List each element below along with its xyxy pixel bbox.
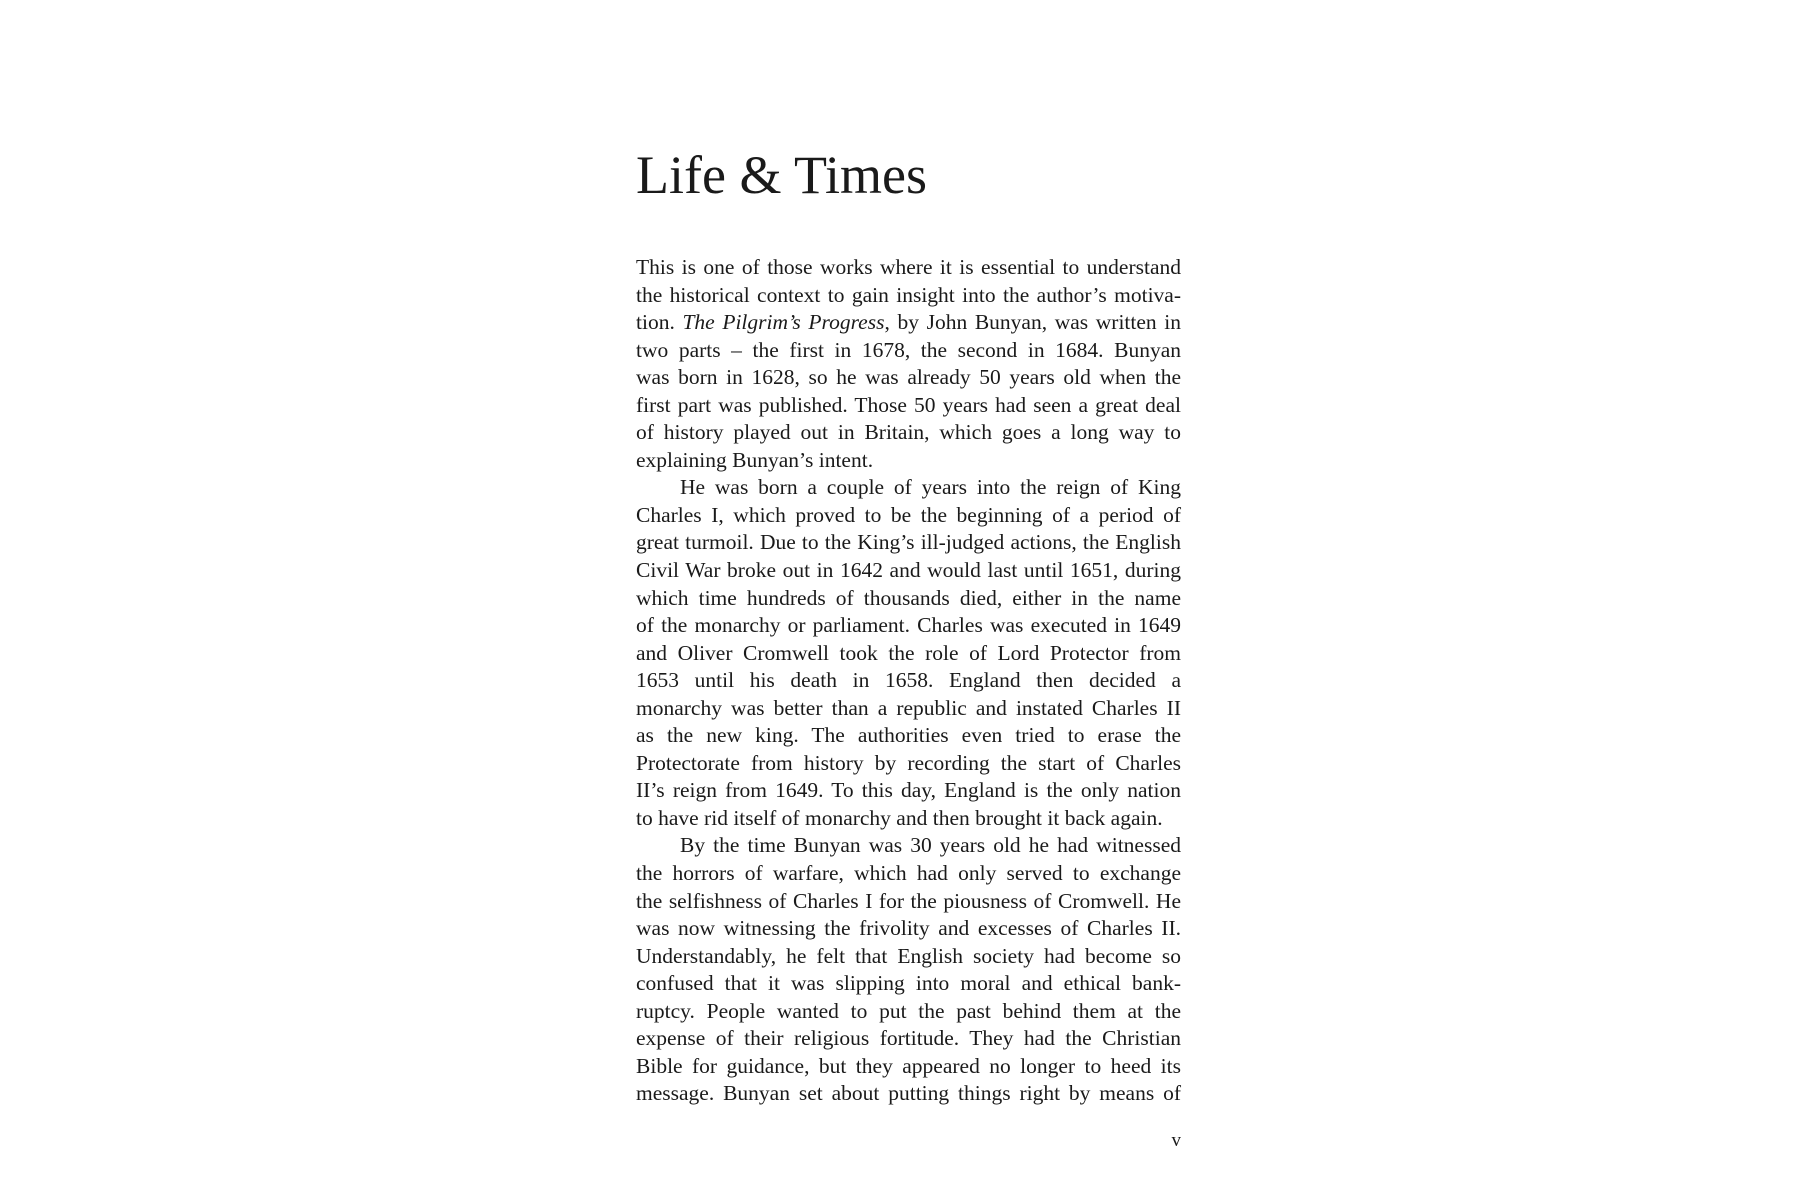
text-line: Understandably, he felt that English society had become so	[636, 943, 1181, 968]
text-line: of the monarchy or parliament. Charles was executed in 1649	[636, 613, 1181, 638]
text-line: of history played out in Britain, which goes a long way to	[636, 420, 1181, 445]
text-line: was now witnessing the frivolity and excesses of Charles II.	[636, 916, 1181, 941]
text-line: the selfishness of Charles I for the piousness of Cromwell. He	[636, 888, 1181, 913]
book-page	[636, 0, 1181, 1200]
text-line: expense of their religious fortitude. They had the Christian	[636, 1026, 1181, 1051]
text-line: Charles I, which proved to be the beginning of a period of	[636, 502, 1181, 527]
text-line: He was born a couple of years into the reign of King	[680, 475, 1181, 500]
chapter-title: Life & Times	[636, 145, 928, 205]
text-line: II’s reign from 1649. To this day, England is the only nation	[636, 778, 1181, 803]
text-line: and Oliver Cromwell took the role of Lord Protector from	[636, 640, 1181, 665]
paragraph	[636, 474, 1181, 832]
text-line: confused that it was slipping into moral and ethical bank-	[636, 971, 1181, 996]
text-line	[636, 309, 1181, 337]
text-line: Civil War broke out in 1642 and would last until 1651, during	[636, 558, 1181, 583]
text-line: monarchy was better than a republic and instated Charles II	[636, 695, 1181, 720]
text-line: which time hundreds of thousands died, either in the name	[636, 585, 1181, 610]
text-line: By the time Bunyan was 30 years old he had witnessed	[680, 833, 1181, 858]
text-line: ruptcy. People wanted to put the past behind them at the	[636, 998, 1181, 1023]
text-line: was born in 1628, so he was already 50 years old when the	[636, 365, 1181, 390]
text-line: great turmoil. Due to the King’s ill-judged actions, the English	[636, 530, 1181, 555]
text-run: tion.	[636, 310, 683, 335]
page-number: v	[1171, 1130, 1181, 1151]
text-line: This is one of those works where it is essential to understand	[636, 255, 1181, 279]
book-title-italic: The Pilgrim’s Progress	[682, 310, 885, 335]
text-line: the historical context to gain insight into the author’s motiva-	[636, 282, 1181, 307]
text-line: as the new king. The authorities even tried to erase the	[636, 723, 1181, 748]
text-line: Protectorate from history by recording the start of Charles	[636, 750, 1181, 775]
text-line: the horrors of warfare, which had only served to exchange	[636, 861, 1181, 886]
text-run: , by John Bunyan, was written in	[884, 310, 1182, 335]
text-line: message. Bunyan set about putting things right by means of	[636, 1081, 1181, 1106]
text-line: 1653 until his death in 1658. England then decided a	[636, 668, 1181, 693]
text-line: explaining Bunyan’s intent.	[636, 447, 874, 472]
paragraph	[636, 254, 1181, 474]
text-line: two parts – the first in 1678, the second in 1684. Bunyan	[636, 337, 1181, 362]
body-text	[636, 254, 1181, 1108]
text-line: Bible for guidance, but they appeared no longer to heed its	[636, 1053, 1181, 1078]
paragraph	[636, 832, 1181, 1107]
text-line: to have rid itself of monarchy and then brought it back again.	[636, 805, 1163, 830]
text-line: first part was published. Those 50 years had seen a great deal	[636, 392, 1181, 417]
